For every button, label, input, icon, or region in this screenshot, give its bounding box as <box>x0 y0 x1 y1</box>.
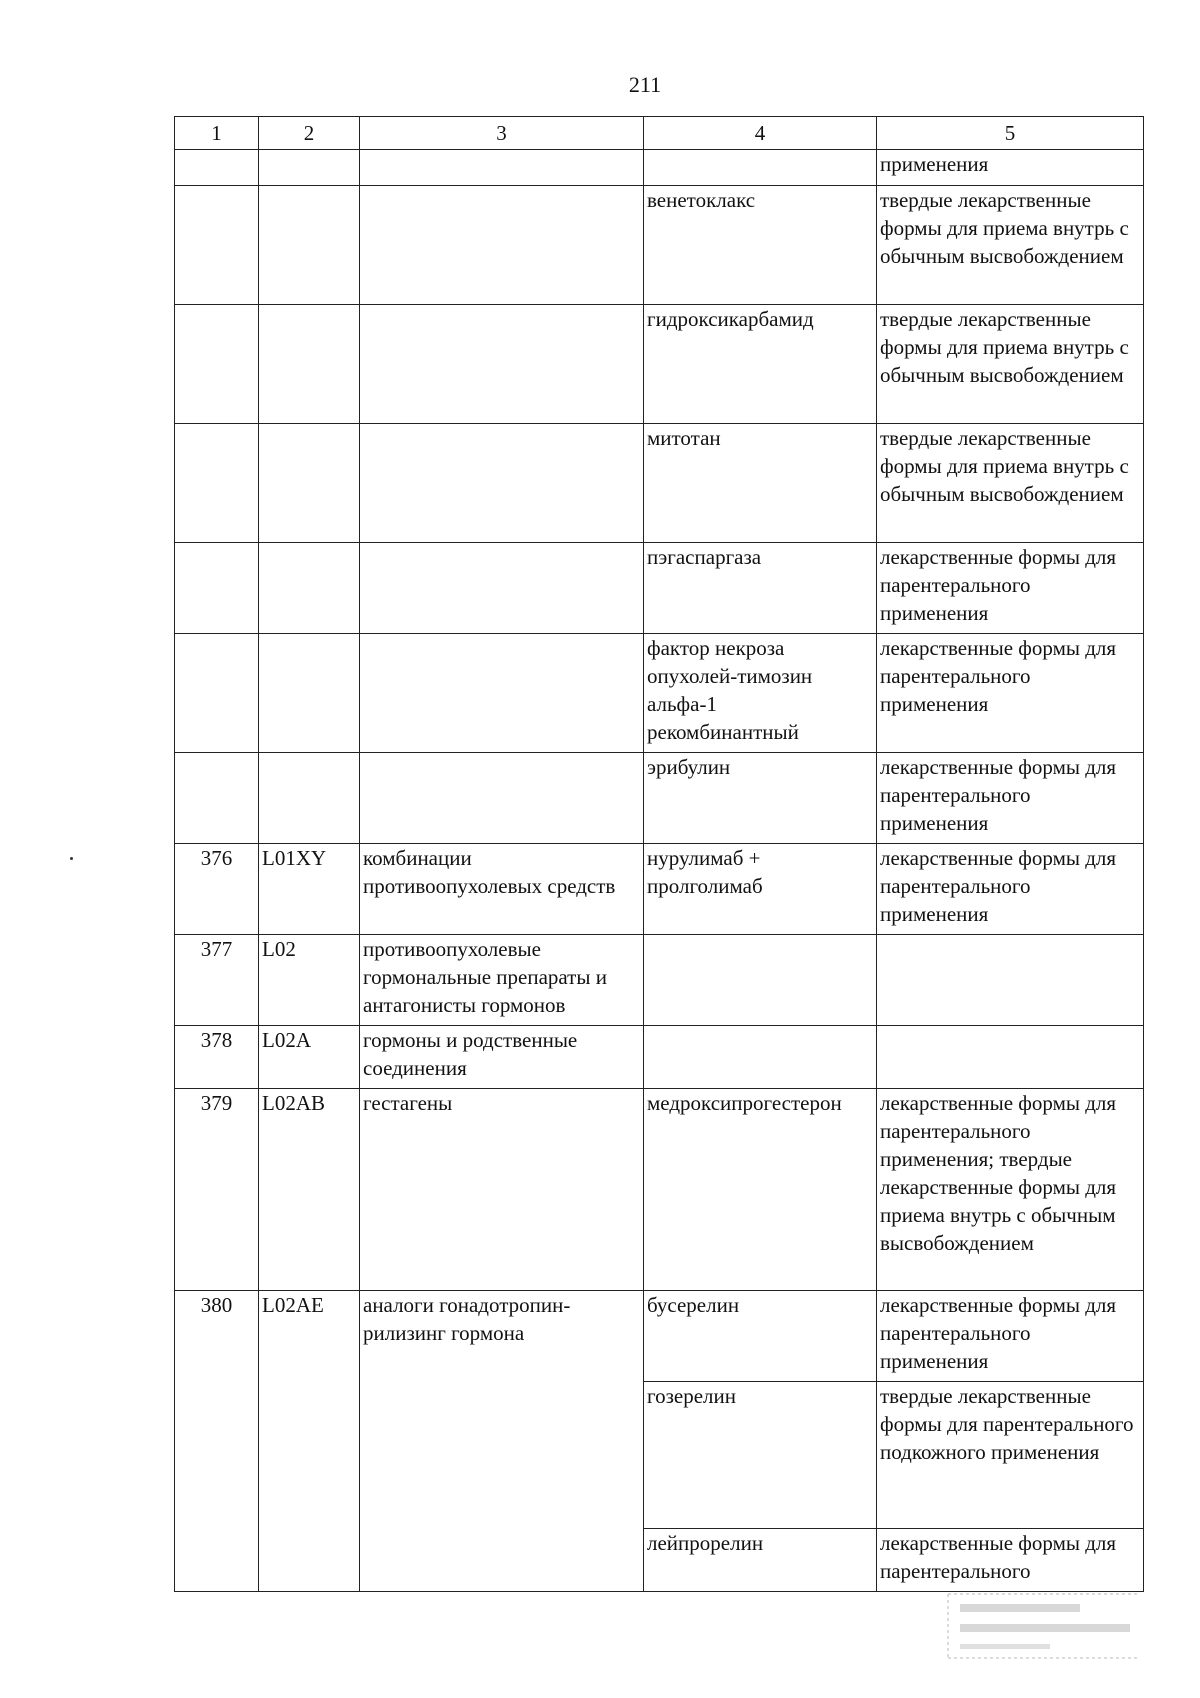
table-row <box>175 186 1144 305</box>
group-name: комбинации противоопухолевых средств <box>360 844 644 935</box>
group-name <box>360 1382 644 1529</box>
dosage-form: лекарственные формы для парентерального применения; твердые лекарственные формы для приема внутрь с обычным высвобождением <box>877 1089 1144 1291</box>
atc-code <box>259 1382 360 1529</box>
table-row <box>175 1529 1144 1592</box>
atc-code <box>259 634 360 753</box>
atc-code: L02AE <box>259 1291 360 1382</box>
atc-code <box>259 424 360 543</box>
table-row <box>175 634 1144 753</box>
dosage-form: лекарственные формы для парентерального применения <box>877 634 1144 753</box>
header-col-2: 2 <box>259 117 360 150</box>
row-number <box>175 1529 259 1592</box>
drug-name: пэгаспаргаза <box>644 543 877 634</box>
dosage-form: твердые лекарственные формы для парентерального подкожного применения <box>877 1382 1144 1529</box>
dosage-form: твердые лекарственные формы для приема внутрь с обычным высвобождением <box>877 424 1144 543</box>
atc-code: L02A <box>259 1026 360 1089</box>
atc-code <box>259 753 360 844</box>
row-number: 376 <box>175 844 259 935</box>
row-number: 380 <box>175 1291 259 1382</box>
atc-code <box>259 305 360 424</box>
atc-code <box>259 186 360 305</box>
table-row <box>175 305 1144 424</box>
group-name <box>360 305 644 424</box>
group-name: гормоны и родственные соединения <box>360 1026 644 1089</box>
group-name <box>360 186 644 305</box>
row-number <box>175 186 259 305</box>
atc-code <box>259 543 360 634</box>
drug-name <box>644 935 877 1026</box>
scan-speck <box>70 857 73 860</box>
drug-name: медроксипрогестерон <box>644 1089 877 1291</box>
atc-code <box>259 1529 360 1592</box>
drug-name <box>644 1026 877 1089</box>
dosage-form: лекарственные формы для парентерального <box>877 1529 1144 1592</box>
dosage-form <box>877 1026 1144 1089</box>
atc-code: L02AB <box>259 1089 360 1291</box>
drug-name <box>644 150 877 186</box>
dosage-form: лекарственные формы для парентерального применения <box>877 1291 1144 1382</box>
dosage-form: лекарственные формы для парентерального применения <box>877 844 1144 935</box>
table-row <box>175 150 1144 186</box>
drug-table <box>174 116 1144 1592</box>
dosage-form <box>877 935 1144 1026</box>
row-number: 377 <box>175 935 259 1026</box>
dosage-form: лекарственные формы для парентерального применения <box>877 543 1144 634</box>
drug-name: эрибулин <box>644 753 877 844</box>
dosage-form: лекарственные формы для парентерального применения <box>877 753 1144 844</box>
row-number: 378 <box>175 1026 259 1089</box>
group-name <box>360 424 644 543</box>
group-name <box>360 753 644 844</box>
table-row <box>175 753 1144 844</box>
faded-stamp-mark <box>940 1588 1150 1668</box>
table-row <box>175 1089 1144 1291</box>
drug-name: венетоклакс <box>644 186 877 305</box>
header-col-3: 3 <box>360 117 644 150</box>
group-name <box>360 543 644 634</box>
row-number: 379 <box>175 1089 259 1291</box>
table-row <box>175 543 1144 634</box>
table-row <box>175 935 1144 1026</box>
atc-code <box>259 150 360 186</box>
group-name <box>360 634 644 753</box>
table-row <box>175 1382 1144 1529</box>
row-number <box>175 634 259 753</box>
header-col-1: 1 <box>175 117 259 150</box>
drug-name: митотан <box>644 424 877 543</box>
header-col-4: 4 <box>644 117 877 150</box>
group-name <box>360 1529 644 1592</box>
table-row <box>175 844 1144 935</box>
group-name: противоопухолевые гормональные препараты и антагонисты гормонов <box>360 935 644 1026</box>
drug-name: лейпрорелин <box>644 1529 877 1592</box>
group-name: гестагены <box>360 1089 644 1291</box>
table-header-row <box>175 117 1144 150</box>
row-number <box>175 424 259 543</box>
drug-name: нурулимаб + пролголимаб <box>644 844 877 935</box>
row-number <box>175 1382 259 1529</box>
group-name: аналоги гонадотропин-рилизинг гормона <box>360 1291 644 1382</box>
dosage-form: твердые лекарственные формы для приема внутрь с обычным высвобождением <box>877 186 1144 305</box>
page-number: 211 <box>628 72 662 97</box>
table-row <box>175 1291 1144 1382</box>
dosage-form: твердые лекарственные формы для приема внутрь с обычным высвобождением <box>877 305 1144 424</box>
row-number <box>175 150 259 186</box>
drug-name: бусерелин <box>644 1291 877 1382</box>
row-number <box>175 753 259 844</box>
header-col-5: 5 <box>877 117 1144 150</box>
drug-name: гозерелин <box>644 1382 877 1529</box>
dosage-form: применения <box>877 150 1144 186</box>
atc-code: L02 <box>259 935 360 1026</box>
row-number <box>175 543 259 634</box>
atc-code: L01XY <box>259 844 360 935</box>
row-number <box>175 305 259 424</box>
group-name <box>360 150 644 186</box>
drug-name: гидроксикарбамид <box>644 305 877 424</box>
table-row <box>175 424 1144 543</box>
table-row <box>175 1026 1144 1089</box>
drug-name: фактор некроза опухолей-тимозин альфа-1 рекомбинантный <box>644 634 877 753</box>
